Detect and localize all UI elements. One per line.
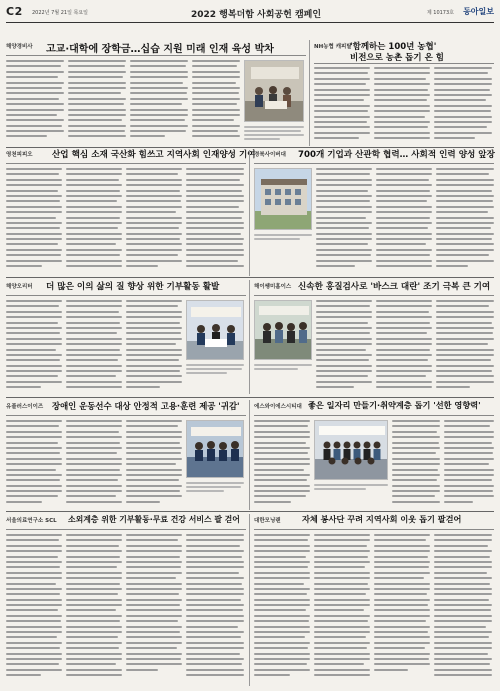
article-text — [436, 300, 494, 394]
article-6 — [254, 282, 494, 394]
article-photo — [244, 60, 304, 122]
masthead — [6, 3, 494, 23]
article-headline: 자체 봉사단 꾸려 지역사회 이웃 돕기 팔걷어 — [302, 514, 462, 524]
article-7 — [6, 402, 246, 508]
article-text — [316, 168, 372, 274]
article-org: 영천피피오 — [6, 152, 33, 158]
article-org: 에스와이에스시티대 — [254, 404, 302, 410]
article-text — [66, 420, 122, 508]
article-text — [66, 300, 122, 394]
article-headline: 700개 기업과 산관학 협력… 사회적 인력 양성 앞장 — [298, 150, 495, 160]
article-photo — [186, 300, 244, 360]
article-org: 유플러스이이즈 — [6, 404, 44, 410]
article-headline: 소외계층 위한 기부활동·무료 건강 서비스 팔 걷어 — [68, 515, 240, 524]
article-headline-quote: '함께하는 100년 농협' — [350, 42, 437, 52]
issue-date: 2022년 7월 21일 목요일 — [32, 10, 89, 16]
article-org: 대한모닝랜 — [254, 518, 281, 524]
article-8 — [254, 402, 494, 508]
article-text — [316, 300, 372, 394]
photo-caption — [186, 482, 244, 500]
article-text — [376, 168, 432, 274]
photo-caption — [244, 126, 304, 144]
edition-number: 제 10173호 — [426, 10, 454, 16]
article-9 — [6, 516, 246, 686]
article-headline: 고교·대학에 장학금…십습 지원 미래 인재 육성 박차 — [46, 44, 274, 55]
article-text — [126, 168, 182, 274]
section-title: 2022 행복더함 사회공헌 캠페인 — [190, 10, 322, 20]
article-text — [6, 300, 62, 394]
article-text — [6, 420, 62, 508]
photo-caption — [314, 484, 388, 498]
article-text — [254, 420, 310, 508]
article-text — [254, 534, 310, 684]
article-text — [434, 67, 492, 144]
article-text — [66, 534, 122, 684]
photo-caption — [186, 364, 244, 382]
article-headline: 신속한 홍질검사로 '바스크 대란' 조기 극복 큰 기여 — [298, 282, 491, 292]
article-text — [126, 420, 182, 508]
article-text — [314, 534, 370, 684]
article-text — [6, 60, 64, 144]
article-text — [376, 300, 432, 394]
article-photo — [254, 300, 312, 360]
article-org: NH농협 캐피탈 — [314, 44, 352, 50]
article-text — [374, 67, 430, 144]
publisher-logo: 동아일보 — [463, 7, 494, 16]
article-headline: 비전으로 농촌 돕기 온 힘 — [350, 53, 444, 63]
article-2 — [314, 42, 494, 144]
article-text — [6, 534, 62, 684]
article-10 — [254, 516, 494, 686]
article-org: 해양오리터 — [6, 284, 33, 290]
article-text — [186, 534, 244, 684]
photo-caption — [254, 234, 312, 248]
article-text — [126, 300, 182, 394]
article-text — [130, 60, 188, 144]
article-org: 서울의료연구소 SCL — [6, 518, 57, 524]
article-3 — [6, 150, 256, 274]
article-text — [374, 534, 430, 684]
article-photo — [254, 168, 312, 230]
article-5 — [6, 282, 246, 394]
article-text — [66, 168, 122, 274]
article-text — [444, 420, 494, 508]
article-text — [436, 168, 494, 274]
article-text — [68, 60, 126, 144]
article-text — [192, 60, 240, 144]
photo-caption — [254, 364, 312, 378]
article-text — [314, 67, 370, 144]
article-org: 해이쌩미홈이스 — [254, 284, 292, 290]
article-text — [186, 168, 244, 274]
page-number: C2 — [6, 5, 23, 18]
article-headline: 더 많은 이의 삶의 질 향상 위한 기부활동 활발 — [46, 282, 220, 292]
article-text — [434, 534, 492, 684]
article-text — [392, 420, 440, 508]
article-org: 경북사이버대 — [254, 152, 286, 158]
article-photo — [186, 420, 244, 478]
article-text — [6, 168, 62, 274]
article-1 — [6, 42, 306, 144]
article-headline: 좋은 일자리 만들기·취약계층 돕기 '선한 영향력' — [308, 400, 481, 410]
article-photo — [314, 420, 388, 480]
article-text — [126, 534, 182, 684]
article-headline: 장애인 운동선수 대상 안정적 고용·훈련 제공 '귀감' — [52, 401, 240, 411]
article-4 — [254, 150, 494, 274]
article-org: 해양경비사 — [6, 44, 33, 50]
article-headline: 산업 핵심 소재 국산화 힘쓰고 지역사회 인재양성 기여 — [52, 150, 256, 160]
